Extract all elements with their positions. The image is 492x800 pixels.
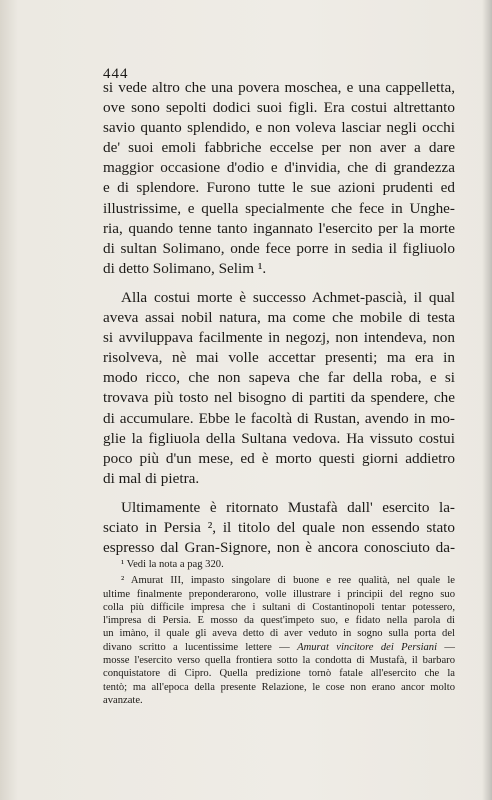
footnote-line: avanzate.	[103, 694, 143, 706]
footnote-line: ultime finalmente preponderarono, volle illustrare i principii del regno suo	[103, 588, 455, 600]
footnote-text: divano scritto a lucentissime lettere —	[103, 641, 298, 653]
text-line: savio quanto splendido, e non voleva lasciar negli occhi	[103, 119, 455, 137]
paragraph-1	[103, 78, 455, 279]
text-line: e di splendore. Furono tutte le sue azioni prudenti ed	[103, 179, 455, 197]
footnote-text: —	[437, 641, 456, 653]
text-line: ria, quando tenne tanto ingannato l'esercito per la morte	[103, 219, 455, 237]
text-line: di detto Solimano, Selim ¹.	[103, 259, 267, 277]
text-line: ove sono sepolti dodici suoi figli. Era costui altrettanto	[103, 99, 455, 117]
footnote-line: un imàno, il quale gli aveva detto di aver veduto in sogno sulla porta del	[103, 628, 455, 640]
main-text	[103, 78, 455, 558]
page-number: 444	[103, 66, 129, 82]
footnote-line: ² Amurat III, impasto singolare di buone e ree qualità, nel quale le	[121, 575, 455, 587]
text-line: si vede altro che una povera moschea, e una cappelletta,	[103, 79, 455, 96]
text-line: illustrissime, e quella specialmente che fece in Unghe-	[103, 199, 455, 217]
text-line: di sultan Solimano, onde fece porre in sedia il figliuolo	[103, 239, 455, 257]
footnote-line: conquistatore di Cipro. Quella predizione tornò fatale all'esercito che la	[103, 668, 455, 680]
text-line: de' suoi emoli fabbriche eccelse per non aver a dare	[103, 139, 455, 157]
text-line: sciato in Persia ², il titolo del quale non essendo stato	[103, 518, 455, 536]
text-line: aveva assai nobil natura, ma come che mobile di testa	[103, 309, 455, 327]
footnote-2	[103, 574, 455, 707]
footnote-line: tentò; ma all'epoca della presente Relazione, le cose non erano ancor molto	[103, 681, 455, 693]
footnote-line: mosse l'esercito verso quella frontiera sotto la condotta di Mustafà, il barbaro	[103, 655, 455, 667]
text-line: si avviluppava facilmente in negozj, non intendeva, non	[103, 329, 455, 347]
paragraph-3	[103, 498, 455, 558]
text-line: maggior occasione d'odio e d'invidia, che di grandezza	[103, 159, 455, 177]
text-line: poco più d'un mese, ed è morto questi giorni addietro	[103, 449, 455, 467]
footnote-line	[103, 641, 455, 654]
text-line: trovava più tosto nel bisogno di partiti da spendere, che	[103, 389, 455, 407]
footnote-line: l'impresa di Persia. E mosso da quest'impeto suo, e fidato nella parola di	[103, 615, 455, 627]
text-line: modo ricco, che non sapeva che far della roba, e si	[103, 369, 455, 387]
text-line: di mal di pietra.	[103, 469, 200, 487]
text-line: Ultimamente è ritornato Mustafà dall' esercito la-	[121, 498, 455, 516]
paragraph-2	[103, 288, 455, 489]
text-line: espresso dal Gran-Signore, non è ancora conosciuto da-	[103, 539, 455, 557]
footnotes	[103, 558, 455, 707]
text-line: Alla costui morte è successo Achmet-pascià, il qual	[121, 288, 455, 306]
footnote-line: colla più difficile impresa che i sultani di Costantinopoli tentar potessero,	[103, 601, 455, 613]
footnote-1: ¹ Vedi la nota a pag 320.	[121, 559, 224, 570]
page-edge-shadow	[482, 0, 492, 800]
footnote-italic-quote: Amurat vincitore dei Persiani	[297, 641, 438, 653]
text-line: di accumulare. Ebbe le facoltà di Rustan, avendo in mo-	[103, 409, 455, 427]
text-line: risolveva, nè mai volle accettar presenti; ma era in	[103, 349, 455, 367]
text-line: glie la figliuola della Sultana vedova. Ha vissuto costui	[103, 429, 455, 447]
